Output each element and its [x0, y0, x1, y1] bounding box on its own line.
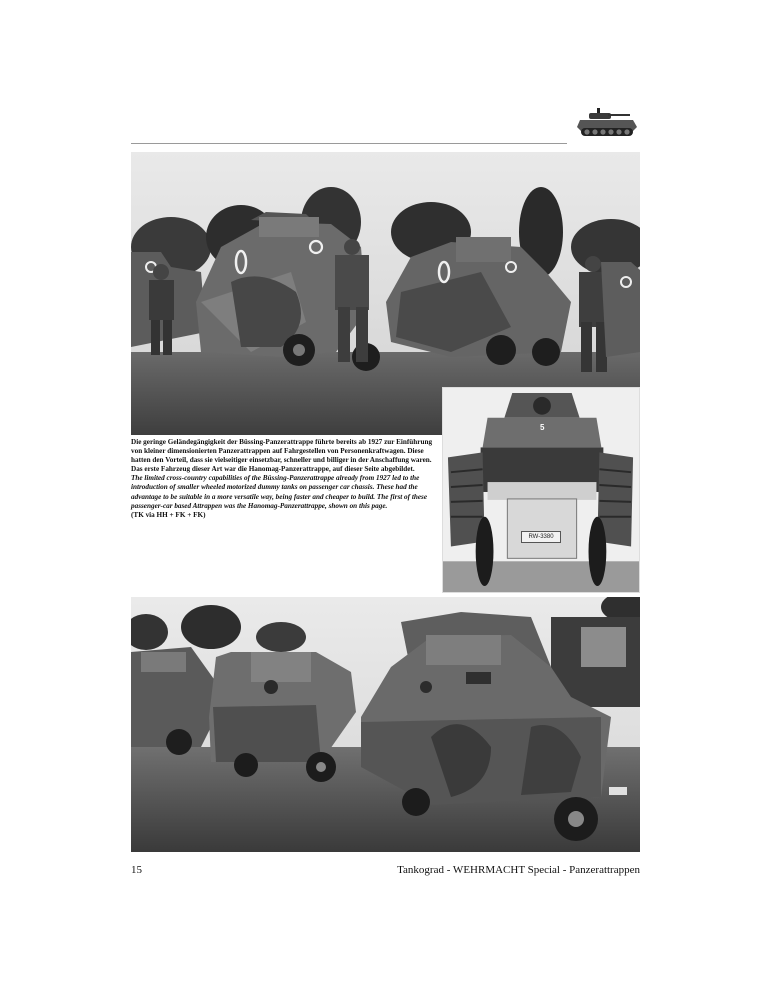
caption-english: The limited cross-country capabilities of the Büssing-Panzerattrappe already from 1927 led to the introduction of smaller wheeled motorized dummy tanks on passenger car chassis. These had the advantage to be suitable in a more versatile way, being faster and cheaper to build. The first of these passenger-car based Attrappen was the Hanomag-Panzerattrappe, shown on this page.	[131, 474, 428, 510]
header-rule	[131, 143, 567, 144]
caption-german: Die geringe Geländegängigkeit der Büssing-Panzerattrappe führte bereits ab 1927 zur Einführung von kleiner dimensionierten Panzerattrappen auf Fahrgestellen von Personenkraftwagen. Diese hatten den Vorteil, dass sie vielseitiger einsetzbar, schneller und billiger in der Anschaffung waren. Das erste Fahrzeug dieser Art war die Hanomag-Panzerattrappe, auf dieser Seite abgebildet.	[131, 438, 433, 474]
photo-dummy-tanks-parked	[131, 597, 640, 852]
photo-dummy-tank-front	[442, 387, 640, 593]
license-plate: RW-3380	[521, 531, 561, 543]
footer-title: Tankograd - WEHRMACHT Special - Panzerattrappen	[397, 864, 640, 876]
turret-number: 5	[540, 423, 545, 432]
caption-credit: (TK via HH + FK + FK)	[131, 510, 206, 519]
photo-caption	[131, 438, 436, 520]
tank-logo-icon	[575, 100, 639, 142]
page-number: 15	[131, 864, 142, 876]
